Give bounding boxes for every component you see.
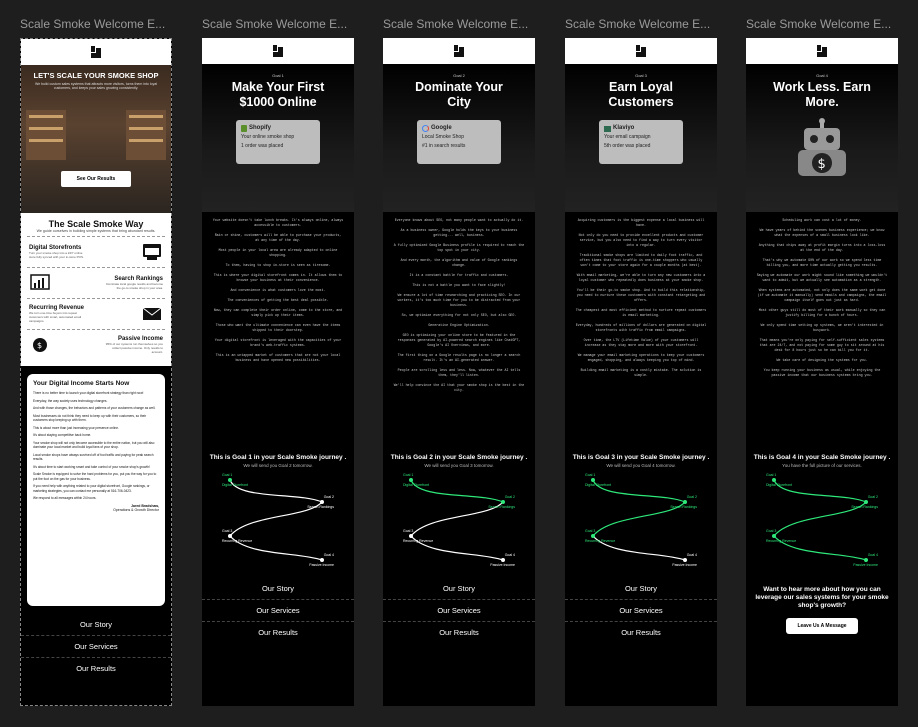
- goal-hero: [746, 64, 898, 212]
- goal3-frame[interactable]: [565, 38, 717, 706]
- body-paragraph: You keep running your business as usual, while enjoying the passive income that our business systems bring you.: [763, 368, 881, 377]
- journey-goal-label: Goal 2: [504, 495, 515, 499]
- goal-status: This is Goal 3 in your Scale Smoke journey .: [572, 454, 710, 461]
- service-desc: Dominate local google results and become the go-to smoke shop in your area.: [106, 282, 163, 290]
- body-paragraph: Saying we automate our work might sound like something we wouldn't want to admit, but we actually see automation as a strength.: [756, 273, 888, 282]
- robot-dollar-icon: [792, 118, 852, 178]
- nav-our-results[interactable]: Our Results: [258, 628, 298, 637]
- frame-title-5[interactable]: Scale Smoke Welcome E...: [746, 17, 892, 31]
- hero-title: LET'S SCALE YOUR SMOKE SHOP: [33, 71, 159, 80]
- goal-kicker: Goal 1: [272, 73, 284, 78]
- body-paragraph: Acquiring customers is the biggest expense a local business will have.: [577, 218, 705, 227]
- card-brand: Google: [431, 125, 452, 131]
- journey-step-label: Passive Income: [309, 563, 334, 567]
- journey-step-label: Recurring Revenue: [403, 539, 434, 543]
- service-passive-income: [27, 329, 165, 360]
- journey-node: [591, 478, 595, 482]
- logo-icon: [91, 46, 102, 59]
- service-recurring-revenue: [27, 298, 165, 329]
- goal-hero: [383, 64, 535, 212]
- letter-paragraph: Most businesses do not think they need to keep up with their customers, so their customers stop keeping up with them.: [33, 413, 147, 422]
- journey-goal-label: Goal 2: [323, 495, 334, 499]
- journey-map: [581, 472, 701, 572]
- storefront-icon: [141, 241, 163, 263]
- header-bar: [21, 39, 171, 65]
- body-paragraph: Not only do you need to provide excellent products and customer service, but you also need to find a way to turn every visitor into a regular.: [578, 233, 704, 247]
- service-title: Search Rankings: [114, 276, 163, 282]
- way-title: The Scale Smoke Way: [48, 219, 144, 229]
- journey-node: [683, 558, 687, 562]
- goal-next: We will send you Goal 2 tomorrow.: [243, 463, 313, 468]
- journey-node: [683, 500, 687, 504]
- body-paragraph: Over time, the LTV (Lifetime Value) of your customers will increase as they stay more and more with your storefront.: [583, 338, 699, 347]
- goal-hero: [565, 64, 717, 212]
- goal-status: This is Goal 2 in your Scale Smoke journey .: [390, 454, 528, 461]
- journey-node: [409, 534, 413, 538]
- journey-node: [591, 534, 595, 538]
- body-paragraph: Now, they can complete their order online, come to the store, and simply pick up their items.: [213, 308, 343, 317]
- goal-body: [202, 212, 354, 450]
- body-paragraph: Your website doesn't take lunch breaks. It's always online, always accessible to customers.: [212, 218, 344, 227]
- service-title: Digital Storefronts: [29, 245, 82, 251]
- body-paragraph: A fully optimized Google Business profile is required to reach the top spot in your city.: [393, 243, 525, 252]
- journey-goal-label: Goal 4: [867, 553, 878, 557]
- body-paragraph: Generative Engine Optimization.: [428, 323, 490, 327]
- journey-goal-label: Goal 3: [766, 529, 777, 533]
- google-logo-icon: [422, 125, 429, 132]
- letter-paragraph: If you need help with anything related to your digital storefront, Google rankings, or marketing strategies, you can contact me personally at 516-706-0423.: [33, 484, 150, 493]
- body-paragraph: We manage your email marketing operations to keep your customers engaged, shopping, and always keeping you top of mind.: [577, 353, 705, 362]
- frame-title-4[interactable]: Scale Smoke Welcome E...: [565, 17, 711, 31]
- body-paragraph: Those who want the ultimate convenience can even have the items shipped to their doorstep.: [215, 323, 341, 332]
- notification-card: [417, 120, 501, 164]
- journey-goal-label: Goal 3: [585, 529, 596, 533]
- journey-node: [320, 500, 324, 504]
- goal-headline: Work Less. Earn More.: [773, 80, 871, 109]
- svg-text:$: $: [37, 341, 43, 350]
- body-paragraph: That's why we automate 90% of our work so we spend less time billing you, and more time actually getting you results.: [762, 258, 882, 267]
- signature: Jared Bradshaw,: [131, 503, 159, 508]
- frame-title-3[interactable]: Scale Smoke Welcome E...: [383, 17, 529, 31]
- journey-step-label: Digital Storefront: [766, 483, 793, 487]
- goal-next: We will send you Goal 4 tomorrow.: [606, 463, 676, 468]
- closing-question: Want to hear more about how you can leverage our sales systems for your smoke shop's growth?: [755, 586, 889, 609]
- notification-card: [599, 120, 683, 164]
- journey-step-label: Digital Storefront: [585, 483, 612, 487]
- journey-step-label: Search Rankings: [307, 505, 334, 509]
- nav-our-story[interactable]: Our Story: [383, 578, 535, 600]
- journey-step-label: Search Rankings: [851, 505, 878, 509]
- body-paragraph: The first thing on a Google results page is no longer a search result. It's an AI-generated answer.: [397, 353, 521, 362]
- journey-goal-label: Goal 2: [686, 495, 697, 499]
- body-paragraph: Scheduling work can cost a lot of money.: [782, 218, 862, 222]
- journey-step-label: Recurring Revenue: [766, 539, 797, 543]
- journey-node: [228, 478, 232, 482]
- goal-kicker: Goal 4: [816, 73, 828, 78]
- goal-next: We will send you Goal 3 tomorrow.: [424, 463, 494, 468]
- journey-goal-label: Goal 1: [222, 473, 233, 477]
- goal-body: [565, 212, 717, 450]
- notification-card: [236, 120, 320, 164]
- body-paragraph: You'll be their go-to smoke shop. And to build this relationship, you need to nurture these customers with constant retargeting and offers.: [576, 288, 706, 302]
- goal-headline: Make Your First $1000 Online: [231, 80, 325, 109]
- goal-status: This is Goal 4 in your Scale Smoke journey .: [753, 454, 891, 461]
- body-paragraph: Most people in your local area are already adapted to online shopping.: [218, 248, 338, 257]
- body-paragraph: Traditional smoke shops are limited to daily foot traffic, and often times that foot traffic is one-time shoppers who usually won't come to your store again for a couple months (at best).: [579, 253, 703, 267]
- body-paragraph: We have years of behind the scenes business experience; we know what the expenses of a small business look like.: [759, 228, 885, 237]
- journey-goal-label: Goal 1: [585, 473, 596, 477]
- goal1-frame[interactable]: [202, 38, 354, 706]
- service-search-rankings: [27, 267, 165, 298]
- footer-nav: [202, 578, 354, 644]
- journey-node: [772, 534, 776, 538]
- nav-our-services[interactable]: Our Services: [202, 600, 354, 622]
- goal-kicker: Goal 2: [453, 73, 465, 78]
- header-bar: [383, 38, 535, 64]
- card-brand: Klaviyo: [613, 125, 635, 131]
- store-shelves-icon: [21, 105, 171, 165]
- body-paragraph: We take care of designing the systems for you.: [776, 358, 868, 362]
- service-desc: We turn one-time buyers into repeat customers with smart, automated email campaigns.: [29, 311, 82, 323]
- body-paragraph: This is where your digital storefront comes in. It allows them to browse your business at their convenience.: [213, 273, 343, 282]
- journey-step-label: Recurring Revenue: [585, 539, 616, 543]
- body-paragraph: Anything that chips away at profit margin turns into a loss-loss at the end of the day.: [758, 243, 886, 252]
- email-icon: [141, 303, 163, 325]
- hero-subtitle: We build custom sales systems that attracts more visitors, turns them into loyal customers, and keeps your sales growing consistently.: [34, 82, 158, 90]
- shopify-bag-icon: [241, 125, 247, 132]
- svg-text:$: $: [817, 157, 826, 172]
- service-title: Passive Income: [117, 336, 163, 342]
- service-title: Recurring Revenue: [29, 305, 85, 311]
- letter-paragraph: Your smoke shop will not only become accessible to the entire nation, but you will also dominate your local market and build loyal fans of your shop.: [33, 440, 155, 449]
- gear-dollar-icon: [29, 334, 51, 356]
- letter-paragraph: This is about more than just increasing your presence online.: [33, 425, 119, 430]
- logo-icon: [454, 45, 465, 58]
- nav-our-results[interactable]: Our Results: [76, 664, 116, 673]
- nav-our-services[interactable]: Our Services: [383, 600, 535, 622]
- body-paragraph: Building email marketing is a costly mistake. The solution is simple.: [580, 368, 702, 377]
- body-paragraph: With email marketing, we're able to turn any new customers into a loyal customer who repeatedly does business at your smoke shop.: [576, 273, 706, 282]
- body-paragraph: That means you're only paying for self-sufficient sales systems that are 24/7, and not paying for some guy to sit around at his desk for 8 hours just so he can bill you for it.: [759, 338, 885, 352]
- body-paragraph: GEO is optimizing your online store to be featured in the responses generated by AI-powered search engines like ChatGPT, Google's AI Overviews, and more.: [397, 333, 521, 347]
- header-bar: [746, 38, 898, 64]
- logo-icon: [273, 45, 284, 58]
- services-section: [21, 213, 171, 366]
- journey-step-label: Recurring Revenue: [222, 539, 253, 543]
- header-bar: [565, 38, 717, 64]
- journey-step-label: Passive Income: [853, 563, 878, 567]
- service-desc: 95% of our systems run themselves so you collect passive income. Only results to account.: [105, 342, 163, 354]
- card-brand: Shopify: [249, 125, 271, 131]
- goal-headline: Earn Loyal Customers: [608, 80, 674, 109]
- journey-node: [409, 478, 413, 482]
- body-paragraph: Rain or shine, customers will be able to purchase your products, at any time of the day.: [214, 233, 342, 242]
- body-paragraph: People are scrolling less and less. Now, whatever the AI tells them, they'll listen.: [397, 368, 521, 377]
- journey-step-label: Digital Storefront: [403, 483, 430, 487]
- journey-step-label: Search Rankings: [488, 505, 515, 509]
- goal4-frame[interactable]: [746, 38, 898, 706]
- journey-node: [501, 558, 505, 562]
- nav-our-results[interactable]: Our Results: [439, 628, 479, 637]
- rankings-icon: [29, 272, 51, 294]
- body-paragraph: We only spend time setting up systems, we aren't interested in busywork.: [760, 323, 884, 332]
- journey-node: [320, 558, 324, 562]
- journey-node: [864, 500, 868, 504]
- journey-goal-label: Goal 1: [766, 473, 777, 477]
- see-results-button[interactable]: See Our Results: [61, 171, 131, 187]
- frame-title-2[interactable]: Scale Smoke Welcome E...: [202, 17, 348, 31]
- footer-nav: [21, 614, 171, 680]
- frame-title-1[interactable]: Scale Smoke Welcome E...: [20, 17, 166, 31]
- journey-step-label: Digital Storefront: [222, 483, 249, 487]
- letter-paragraph: Scale Smoke is equipped to solve the hard problems for you, put you the way for you to put the foot on the gas for your business.: [33, 472, 157, 481]
- goal-body: [383, 212, 535, 450]
- body-paragraph: So, we optimize everything for not only SEO, but also GEO.: [401, 313, 517, 317]
- letter-card: [27, 374, 165, 606]
- journey-node: [228, 534, 232, 538]
- service-digital-storefronts: [27, 236, 165, 267]
- body-paragraph: We ensure a lot of time researching and practicing SEO. In our workers, it's too much time for you to be distracted from your business.: [397, 293, 521, 307]
- body-paragraph: This is an untapped market of customers that are not your local business and have opened new possibilities.: [215, 353, 341, 362]
- letter-paragraph: It's about time to start working smart and take control of your smoke shop's growth!: [33, 464, 150, 469]
- letter-paragraph: There is no better time to launch your digital storefront strategy than right now!: [33, 391, 144, 395]
- journey-step-label: Passive Income: [490, 563, 515, 567]
- header-bar: [202, 38, 354, 64]
- nav-our-story[interactable]: Our Story: [21, 614, 171, 636]
- card-line-1: Your email campaign: [604, 134, 651, 140]
- letter-paragraph: We respond to all messages within 24 hours.: [33, 496, 97, 500]
- body-paragraph: The cheapest and most efficient method to nurture repeat customers is email marketing.: [575, 308, 707, 317]
- journey-step-label: Search Rankings: [670, 505, 697, 509]
- journey-goal-label: Goal 1: [403, 473, 414, 477]
- body-paragraph: The conveniences of getting the best deal possible.: [227, 298, 329, 302]
- hero-section: [21, 65, 171, 213]
- letter-paragraph: And with those changes, the behaviors and patterns of your customers change as well.: [33, 406, 156, 410]
- footer-nav: [383, 578, 535, 644]
- journey-map: [399, 472, 519, 572]
- card-line-2: 1 order was placed: [241, 143, 284, 149]
- journey-goal-label: Goal 4: [686, 553, 697, 557]
- leave-message-button[interactable]: Leave Us A Message: [786, 618, 858, 634]
- journey-map: [762, 472, 882, 572]
- journey-node: [864, 558, 868, 562]
- body-paragraph: When systems are automated, not only does the same work get done (if we automate it manually) send emails and campaigns, the email campaign itself goes out just as hard.: [757, 288, 887, 302]
- journey-node: [501, 500, 505, 504]
- nav-our-services[interactable]: Our Services: [21, 636, 171, 658]
- letter-paragraph: It's about staying competitive back home.: [33, 433, 92, 437]
- body-paragraph: And every month, the algorithm and value of Google rankings change.: [400, 258, 518, 267]
- body-paragraph: Everyone knows about SEO, not many people want to actually do it.: [394, 218, 524, 222]
- journey-map: [218, 472, 338, 572]
- signature-role: Operations & Growth Director: [113, 507, 159, 512]
- nav-our-story[interactable]: Our Story: [565, 578, 717, 600]
- journey-goal-label: Goal 3: [222, 529, 233, 533]
- body-paragraph: This is not a battle you want to face slightly!: [412, 283, 506, 287]
- journey-goal-label: Goal 4: [323, 553, 334, 557]
- journey-step-label: Passive Income: [672, 563, 697, 567]
- nav-our-story[interactable]: Our Story: [202, 578, 354, 600]
- nav-our-results[interactable]: Our Results: [621, 628, 661, 637]
- journey-goal-label: Goal 3: [403, 529, 414, 533]
- goal-kicker: Goal 3: [635, 73, 647, 78]
- body-paragraph: To them, having to shop in-store is seen as tiresome.: [225, 263, 331, 267]
- body-paragraph: Your digital storefront is leveraged with the capacities of your brand's web-traffic systems.: [214, 338, 342, 347]
- body-paragraph: It is a constant battle for traffic and customers.: [409, 273, 509, 277]
- logo-icon: [636, 45, 647, 58]
- goal-hero: [202, 64, 354, 212]
- letter-paragraph: Local smoke shops have always survived off of foot traffic and paying for peak search results.: [33, 452, 154, 461]
- letter-paragraph: Everyday, the way society uses technology changes.: [33, 398, 108, 403]
- card-line-1: Your online smoke shop: [241, 134, 295, 140]
- goal2-frame[interactable]: [383, 38, 535, 706]
- body-paragraph: Everyday, hundreds of millions of dollars are generated on digital storefronts with traffic from email campaigns.: [575, 323, 707, 332]
- letter-title: Your Digital Income Starts Now: [33, 380, 130, 387]
- way-subtitle: We guide ourselves in building simple systems that bring abundant results.: [36, 229, 156, 233]
- klaviyo-flag-icon: [604, 126, 611, 132]
- goal-body: [746, 212, 898, 450]
- journey-node: [772, 478, 776, 482]
- card-line-1: Local Smoke Shop: [422, 134, 464, 140]
- body-paragraph: As a business owner, Google holds the keys to your business getting... well, business.: [400, 228, 518, 237]
- journey-goal-label: Goal 4: [504, 553, 515, 557]
- footer-nav: [565, 578, 717, 644]
- welcome-frame[interactable]: [20, 38, 172, 706]
- nav-our-services[interactable]: Our Services: [565, 600, 717, 622]
- body-paragraph: And convenience is what customers love the most.: [230, 288, 326, 292]
- logo-icon: [817, 45, 828, 58]
- goal-next: You have the full picture of our services.: [782, 463, 862, 468]
- body-paragraph: Most other guys still do most of their work manually so they can justify billing for a bunch of hours.: [758, 308, 886, 317]
- card-line-2: #1 in search results: [422, 143, 466, 149]
- goal-headline: Dominate Your City: [415, 80, 503, 109]
- goal-status: This is Goal 1 in your Scale Smoke journey .: [209, 454, 347, 461]
- service-desc: Turn your smoke shop into a 24/7 online store fully synced with your in-store POS.: [29, 251, 84, 259]
- body-paragraph: We'll help convince the AI that your smoke shop is the best in the city.: [393, 383, 525, 392]
- card-line-2: 5th order was placed: [604, 143, 651, 149]
- journey-goal-label: Goal 2: [867, 495, 878, 499]
